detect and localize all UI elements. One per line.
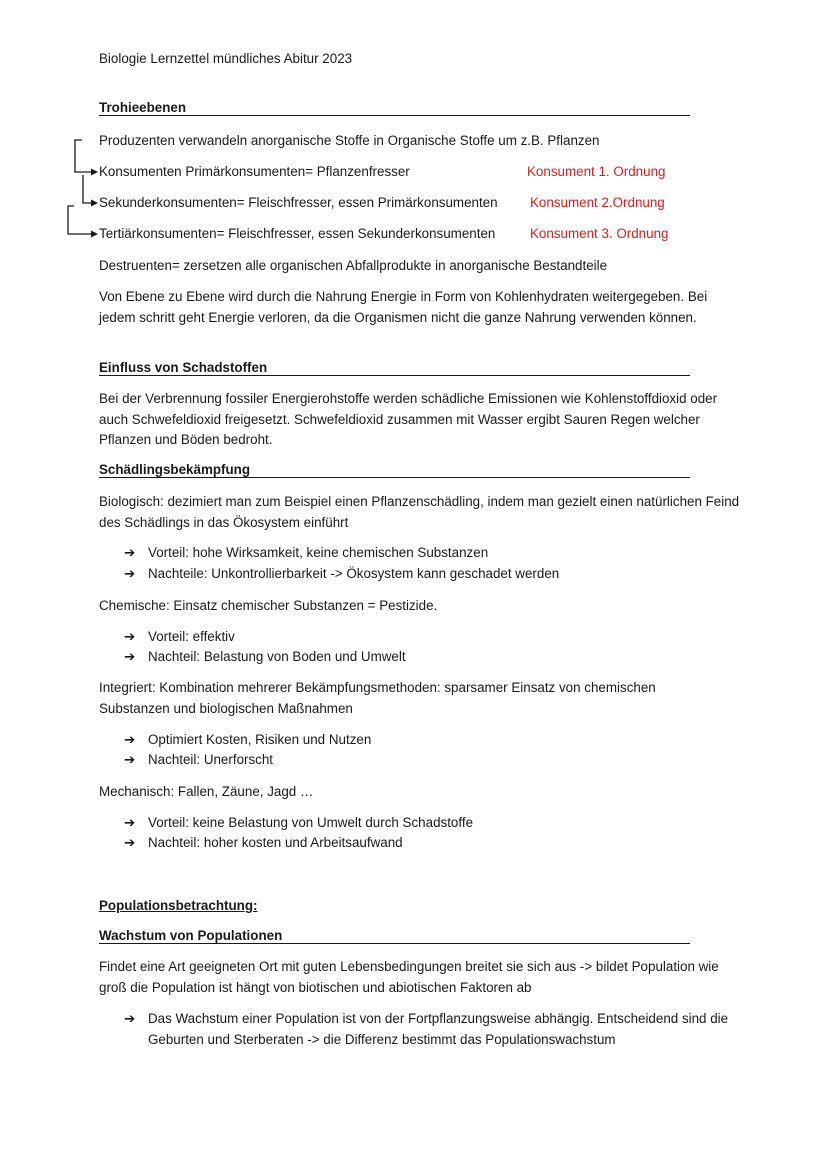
arrow-right-icon: ➔ [124, 629, 136, 644]
list-item: ➔ Vorteil: keine Belastung von Umwelt durch Schadstoffe [124, 815, 474, 830]
arrow-right-icon: ➔ [124, 815, 136, 830]
trophic-secondary-consumers: Sekunderkonsumenten= Fleischfresser, essen Primärkonsumenten [99, 195, 498, 210]
trophic-energy-text: Von Ebene zu Ebene wird durch die Nahrung Energie in Form von Kohlenhydraten weitergegeben. Bei jedem schritt geht Energie verloren, da die Organismen nicht die ganze Nahrung verwenden können. [99, 289, 708, 325]
list-item: ➔ Das Wachstum einer Population ist von der Fortpflanzungsweise abhängig. Entscheidend sind die Geburten und Sterberaten -> die Differenz bestimmt das Populationswachstum [124, 1011, 729, 1047]
pollutants-text: Bei der Verbrennung fossiler Energierohstoffe werden schädliche Emissionen wie Kohlenstoffdioxid oder auch Schwefeldioxid freigesetzt. Schwefeldioxid zusammen mit Wasser ergibt Sauren Regen welcher Pflanzen und Böden bedroht. [99, 391, 718, 447]
list-item: ➔ Nachteil: hoher kosten und Arbeitsaufwand [124, 835, 403, 850]
trophic-decomposers: Destruenten= zersetzen alle organischen Abfallprodukte in anorganische Bestandteile [99, 258, 608, 273]
section-heading-pollutants: Einfluss von Schadstoffen [99, 361, 690, 376]
pest-mechanical-text: Mechanisch: Fallen, Zäune, Jagd … [99, 784, 314, 799]
arrow-right-icon: ➔ [124, 649, 136, 664]
pest-chemical-text: Chemische: Einsatz chemischer Substanzen = Pestizide. [99, 598, 438, 613]
arrow-right-icon: ➔ [124, 545, 136, 560]
trophic-secondary-note: Konsument 2.Ordnung [530, 195, 665, 210]
trophic-primary-consumers: Konsumenten Primärkonsumenten= Pflanzenfresser [99, 164, 410, 179]
pest-integrated-text: Integriert: Kombination mehrerer Bekämpfungsmethoden: sparsamer Einsatz von chemischen Substanzen und biologischen Maßnahmen [99, 680, 656, 716]
subsection-heading-population-growth: Wachstum von Populationen [99, 929, 690, 944]
list-item: ➔ Vorteil: hohe Wirksamkeit, keine chemischen Substanzen [124, 545, 489, 560]
arrow-right-icon: ➔ [124, 732, 136, 747]
pest-biological-text: Biologisch: dezimiert man zum Beispiel einen Pflanzenschädling, indem man gezielt einen natürlichen Feind des Schädlings in das Ökosystem einführt [99, 494, 740, 530]
arrow-right-icon: ➔ [124, 752, 136, 767]
list-item: ➔ Vorteil: effektiv [124, 629, 235, 644]
arrow-right-icon: ➔ [124, 566, 136, 581]
list-item: ➔ Nachteil: Unerforscht [124, 752, 274, 767]
section-heading-population: Populationsbetrachtung: [99, 898, 258, 913]
section-heading-trophic: Trohieebenen [99, 101, 690, 116]
trophic-bracket-arrows [60, 130, 100, 245]
arrow-right-icon: ➔ [124, 835, 136, 850]
section-heading-pest-control: Schädlingsbekämpfung [99, 463, 690, 478]
page-title: Biologie Lernzettel mündliches Abitur 2023 [99, 51, 353, 66]
trophic-primary-note: Konsument 1. Ordnung [527, 164, 666, 179]
trophic-tertiary-consumers: Tertiärkonsumenten= Fleischfresser, essen Sekunderkonsumenten [99, 226, 496, 241]
arrow-right-icon: ➔ [124, 1011, 136, 1026]
trophic-tertiary-note: Konsument 3. Ordnung [530, 226, 669, 241]
list-item: ➔ Nachteil: Belastung von Boden und Umwelt [124, 649, 406, 664]
trophic-producers: Produzenten verwandeln anorganische Stoffe in Organische Stoffe um z.B. Pflanzen [99, 133, 600, 148]
population-text: Findet eine Art geeigneten Ort mit guten Lebensbedingungen breitet sie sich aus -> bildet Population wie groß die Population ist hängt von biotischen und abiotischen Faktoren ab [99, 959, 719, 995]
list-item: ➔ Optimiert Kosten, Risiken und Nutzen [124, 732, 372, 747]
list-item: ➔ Nachteile: Unkontrollierbarkeit -> Ökosystem kann geschadet werden [124, 566, 560, 581]
